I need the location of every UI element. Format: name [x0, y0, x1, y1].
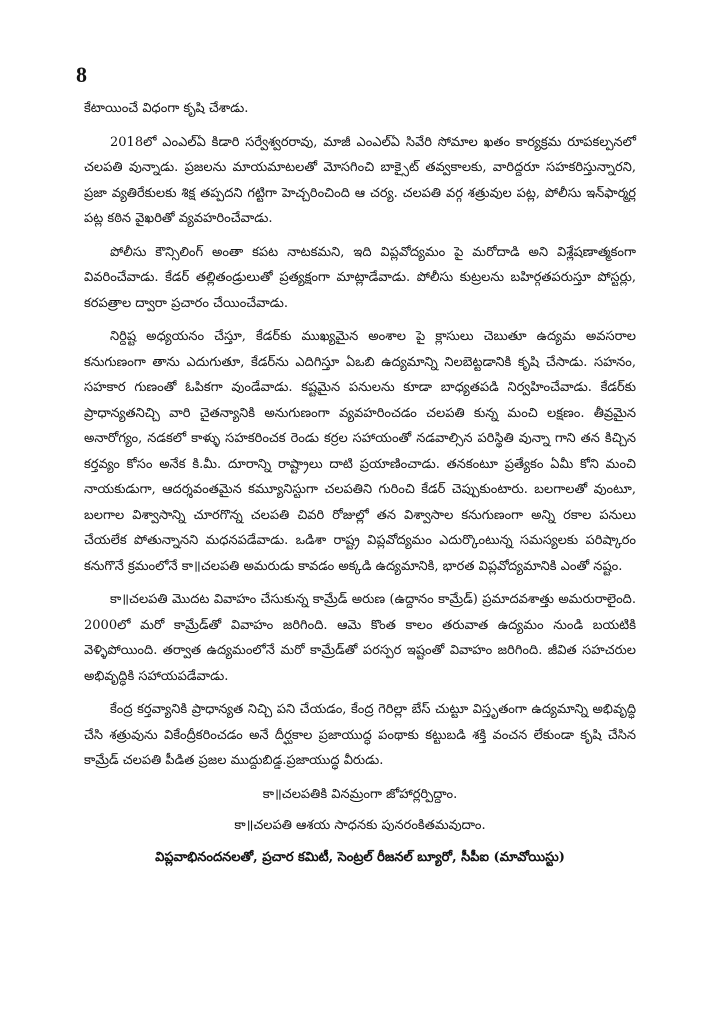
paragraph-2018: 2018లో ఎంఎల్ఏ కిడారి సర్వేశ్వరరావు, మాజీ ఎంఎల్ఏ సివేరి సోమాల ఖతం కార్యక్రమ రూపకల్పనలో చలపతి వున్నాడు. ప్రజలను మాయమాటలతో మోసగించి బాక్సైట్ తవ్వకాలకు, వారిద్దరూ సహకరిస్తున్నారని, ప్రజా వ్యతిరేకులకు శిక్ష తప్పదని గట్టిగా హెచ్చరించింది ఆ చర్య. చలపతి వర్గ శత్రువుల పట్ల, పోలీసు ఇన్‌ఫార్మర్ల పట్ల కఠిన వైఖరితో వ్యవహరించేవాడు. [84, 134, 636, 226]
tribute-line: కా॥చలపతికి వినమ్రంగా జోహార్లర్పిద్దాం. [262, 786, 458, 802]
closing-block [84, 782, 636, 871]
paragraph-study-leadership: నిర్దిష్ట అధ్యయనం చేస్తూ, కేడర్‌కు ముఖ్యమైన అంశాల పై క్లాసులు చెబుతూ ఉద్యమ అవసరాల కనుగుణంగా తాను ఎదుగుతూ, కేడర్‌ను ఎదిగిస్తూ ఏఒబి ఉద్యమాన్ని నిలబెట్టడానికి కృషి చేసాడు. సహనం, సహకార గుణంతో ఓపికగా వుండేవాడు. కష్టమైన పనులను కూడా బాధ్యతపడి నిర్వహించేవాడు. కేడర్‌కు ప్రాధాన్యతనిచ్చి వారి చైతన్యానికి అనుగుణంగా వ్యవహరించడం చలపతి కున్న మంచి లక్షణం. తీవ్రమైన అనారోగ్యం, నడకలో కాళ్ళు సహకరించక రెండు కర్రల సహాయంతో నడవాల్సిన పరిస్థితి వున్నా గాని తన కిచ్చిన కర్తవ్యం కోసం అనేక కి.మీ. దూరాన్ని రాష్ట్రాలు దాటి ప్రయాణించాడు. తనకంటూ ప్రత్యేకం ఏమీ కోని మంచి నాయకుడుగా, ఆదర్శవంతమైన కమ్యూనిస్టుగా చలపతిని గురించి కేడర్ చెప్పుకుంటారు. బలగాలతో వుంటూ, బలగాల విశ్వాసాన్ని చూరగొన్న చలపతి చివరి రోజుల్లో తన విశ్వాసాల కనుగుణంగా అన్ని రకాల పనులు చేయలేక పోతున్నానని మధనపడేవాడు. ఒడిశా రాష్ట్ర విప్లవోద్యమం ఎదుర్కొంటున్న సమస్యలకు పరిష్కారం కనుగొనే క్రమంలోనే కా॥చలపతి అమరుడు కావడం అక్కడి ఉద్యమానికి, భారత విప్లవోద్యమానికి ఎంతో నష్టం. [84, 329, 636, 574]
paragraph-continuation: కేటాయించే విధంగా కృషి చేశాడు. [84, 101, 249, 116]
rededication-line: కా॥చలపతి ఆశయ సాధనకు పునరంకితమవుదాం. [234, 818, 486, 833]
paragraph-police-counselling: పోలీసు కౌన్సిలింగ్ అంతా కపట నాటకమని, ఇది విప్లవోద్యమం పై మరోదాడి అని విశ్లేషణాత్మకంగా వివరించేవాడు. కేడర్ తల్లితండ్రులుతో ప్రత్యక్షంగా మాట్లాడేవాడు. పోలీసు కుట్రలను బహిర్గతపరుస్తూ పోస్టర్లు, కరపత్రాల ద్వారా ప్రచారం చేయించేవాడు. [84, 244, 636, 311]
paragraph-central-duty: కేంద్ర కర్తవ్యానికి ప్రాధాన్యత నిచ్చి పని చేయడం, కేంద్ర గెరిల్లా బేస్ చుట్టూ విస్తృతంగా ఉద్యమాన్ని అభివృద్ధి చేసి శత్రువును వికేంద్రీకరించడం అనే దీర్ఘకాల ప్రజాయుద్ధ పంథాకు కట్టుబడి శక్తి వంచన లేకుండా కృషి చేసిన కామ్రేడ్ చలపతి పీడిత ప్రజల ముద్దుబిడ్డ.ప్రజాయుద్ధ వీరుడు. [84, 702, 636, 768]
signature: విప్లవాభినందనలతో, ప్రచార కమిటీ, సెంట్రల్ రీజనల్ బ్యూరో, సీపీఐ (మావోయిస్టు) [155, 849, 565, 865]
page-number: 8 [76, 62, 87, 87]
paragraph-marriage: కా॥చలపతి మొదట వివాహం చేసుకున్న కామ్రేడ్ అరుణ (ఉద్దానం కామ్రేడ్) ప్రమాదవశాత్తు అమరురాలైంది. 2000లో మరో కామ్రేడ్‌తో వివాహం జరిగింది. ఆమె కొంత కాలం తరువాత ఉద్యమం నుండి బయటికి వెళ్ళిపోయింది. తర్వాత ఉద్యమంలోనే మరో కామ్రేడ్‌తో పరస్పర ఇష్టంతో వివాహం జరిగింది. జీవిత సహచరుల అభివృద్ధికి సహాయపడేవాడు. [84, 592, 636, 684]
document-body [84, 96, 636, 870]
